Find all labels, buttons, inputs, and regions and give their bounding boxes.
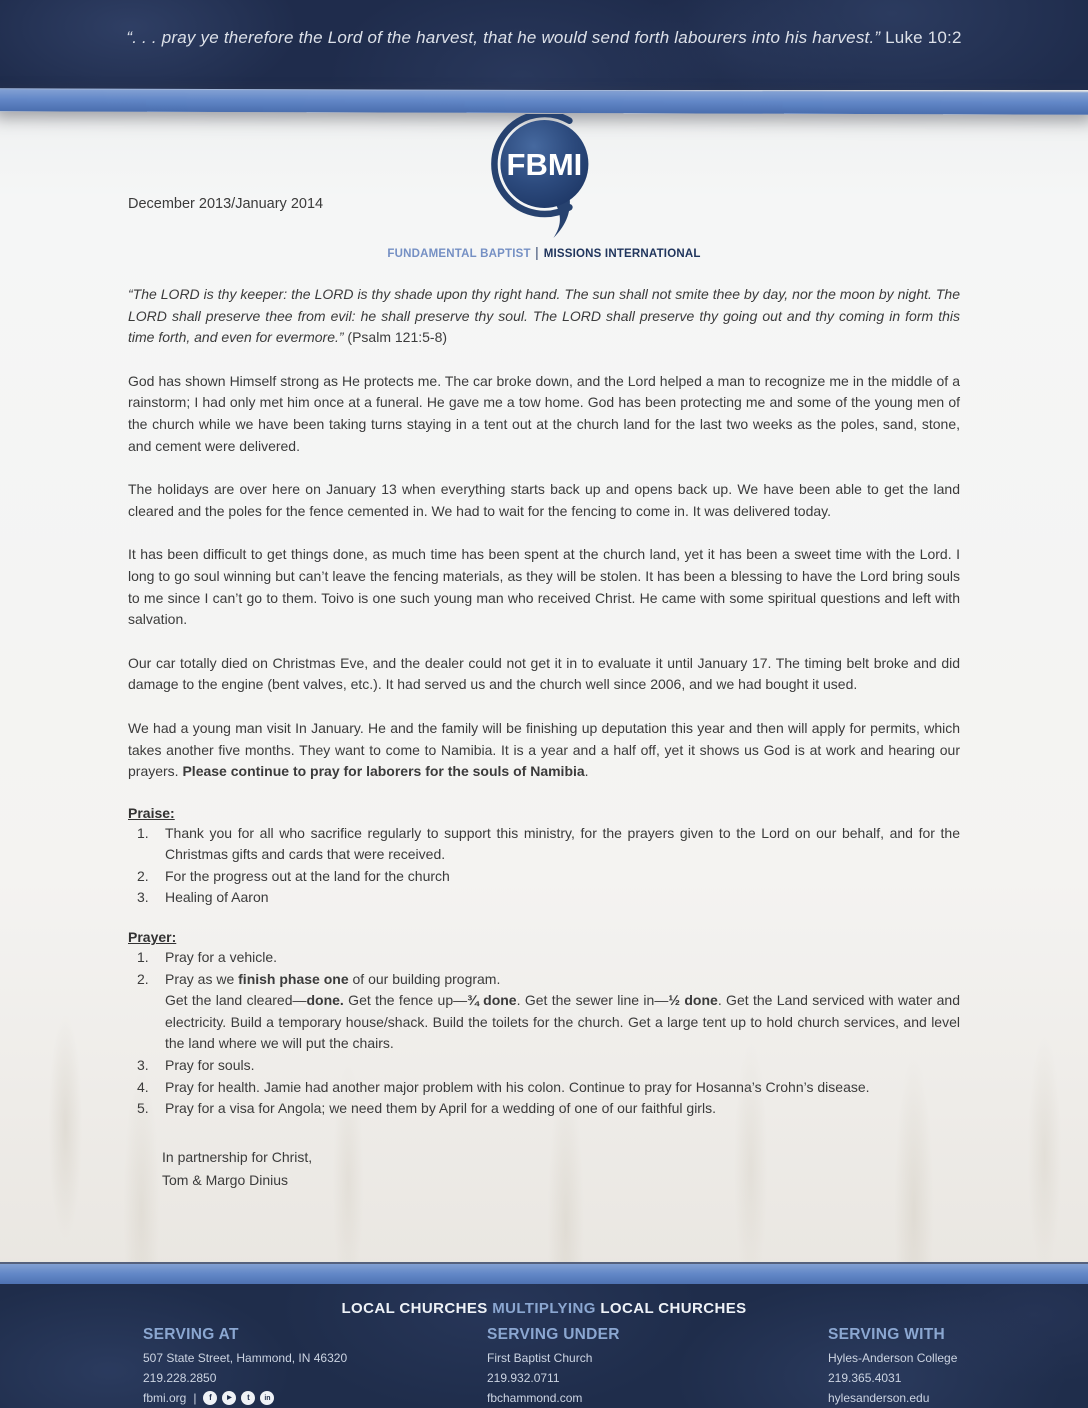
web-social-row	[143, 1388, 347, 1408]
footer-column-title: SERVING AT	[143, 1326, 239, 1343]
footer-column-title: SERVING WITH	[828, 1326, 945, 1343]
body-paragraph-3: It has been difficult to get things done, as much time has been spent at the church land, yet it has been a sweet time with the Lord. I long to go soul winning but can’t leave the fencing materials, as they will be stolen. It has been a blessing to have the Lord bring souls to me since I can’t go to them. Toivo is one such young man who received Christ. He came with some spiritual questions and left with salvation.	[128, 546, 960, 628]
fbmi-logo-icon	[469, 114, 619, 240]
prayer-item: Pray as we finish phase one of our building program. Get the land cleared—done. Get the fence up—¾ done. Get the sewer line in—½ done. Get the Land serviced with water and electricity. Build a temporary house/shack. Build the toilets for the church. Get a large tent up to hold church services, and level the land where we will put the chairs.	[165, 970, 960, 1052]
youtube-icon[interactable]: ▶	[222, 1391, 236, 1405]
footer-tagline: LOCAL CHURCHES MULTIPLYING LOCAL CHURCHES	[341, 1300, 747, 1317]
logo-caption-right: MISSIONS INTERNATIONAL	[543, 247, 701, 260]
website-link[interactable]: fbmi.org	[143, 1391, 187, 1405]
prayer-item: Pray for a vehicle.	[165, 949, 278, 966]
footer-column-serving-at	[143, 1326, 347, 1408]
church-line: First Baptist Church	[487, 1351, 593, 1365]
top-gradient-bar	[0, 88, 1088, 114]
phone-line: 219.228.2850	[143, 1371, 217, 1385]
website-link[interactable]: hylesanderson.edu	[828, 1391, 930, 1405]
footer-column-title: SERVING UNDER	[487, 1326, 620, 1343]
prayer-item: Pray for souls.	[165, 1057, 255, 1074]
bottom-gradient-bar	[0, 1262, 1088, 1286]
facebook-icon[interactable]: f	[203, 1391, 217, 1405]
body-paragraph-4: Our car totally died on Christmas Eve, and the dealer could not get it in to evaluate it until January 17. The timing belt broke and did damage to the engine (bent valves, etc.). It had served us and the church well since 2006, and we had bought it used.	[128, 654, 960, 693]
praise-list	[128, 823, 960, 909]
twitter-icon[interactable]: t	[241, 1391, 255, 1405]
website-link[interactable]: fbchammond.com	[487, 1391, 583, 1405]
praise-heading: Praise:	[128, 804, 175, 821]
closing	[162, 1146, 960, 1193]
closing-line: In partnership for Christ,	[162, 1148, 313, 1165]
address-line: 507 State Street, Hammond, IN 46320	[143, 1351, 348, 1365]
prayer-item: Pray for a visa for Angola; we need them by April for a wedding of one of our faithful girls.	[165, 1100, 716, 1117]
body-paragraph-2: The holidays are over here on January 13 when everything starts back up and opens back up. We have been able to get the land cleared and the poles for the fence cemented in. We had to wait for the fencing to come in. It was delivered today.	[128, 481, 960, 519]
footer-column-serving-under	[487, 1326, 620, 1408]
logo-acronym: FBMI	[506, 147, 582, 182]
header-quote: “. . . pray ye therefore the Lord of the harvest, that he would send forth labourers into his harvest.” Luke 10:2	[126, 28, 962, 47]
phone-line: 219.932.0711	[487, 1371, 560, 1385]
prayer-heading: Prayer:	[128, 929, 177, 946]
letter-head	[128, 112, 960, 258]
newsletter-date: December 2013/January 2014	[128, 196, 324, 212]
praise-item: Thank you for all who sacrifice regularly to support this ministry, for the prayers given to the Lord on our behalf, and for the Christmas gifts and cards that were received.	[165, 824, 960, 863]
phone-line: 219.365.4031	[828, 1371, 902, 1385]
signature: Tom & Margo Dinius	[162, 1172, 289, 1189]
scripture-paragraph: “The LORD is thy keeper: the LORD is thy shade upon thy right hand. The sun shall not smite thee by day, nor the moon by night. The LORD shall preserve thee from evil: he shall preserve thy soul. The LORD shall preserve thy going out and thy coming in form this time forth, and even for evermore.” (Psalm 121:5-8)	[128, 286, 960, 346]
body-paragraph-5: We had a young man visit In January. He and the family will be finishing up deputation this year and then will apply for permits, which takes another five months. They want to come to Namibia. It is a year and a half off, yet it shows us God is at work and hearing our prayers. Please continue to pray for laborers for the souls of Namibia.	[128, 719, 960, 780]
body-paragraph-1: God has shown Himself strong as He protects me. The car broke down, and the Lord helped a man to recognize me in the middle of a rainstorm; I had only met him once at a funeral. He gave me a tow home. God has been protecting me and some of the young men of the church while we have been taking turns staying in a tent out at the church land for the last two weeks as the poles, sand, stone, and cement were delivered.	[128, 372, 960, 454]
logo-caption	[387, 247, 700, 260]
footer-column-serving-with	[828, 1326, 957, 1408]
prayer-list	[128, 947, 960, 1120]
praise-item: For the progress out at the land for the church	[165, 867, 450, 884]
praise-item: Healing of Aaron	[165, 889, 269, 906]
logo-caption-left: FUNDAMENTAL BAPTIST	[387, 247, 531, 260]
separator: |	[193, 1391, 197, 1405]
logo-caption-divider	[537, 247, 538, 260]
fbmi-logo	[387, 114, 700, 260]
letter-body	[0, 112, 1088, 1262]
college-line: Hyles-Anderson College	[828, 1351, 958, 1365]
footer	[0, 1284, 1088, 1408]
top-banner	[0, 0, 1088, 90]
linkedin-icon[interactable]: in	[260, 1391, 274, 1405]
prayer-item: Pray for health. Jamie had another major problem with his colon. Continue to pray for Hosanna’s Crohn’s disease.	[165, 1078, 870, 1095]
